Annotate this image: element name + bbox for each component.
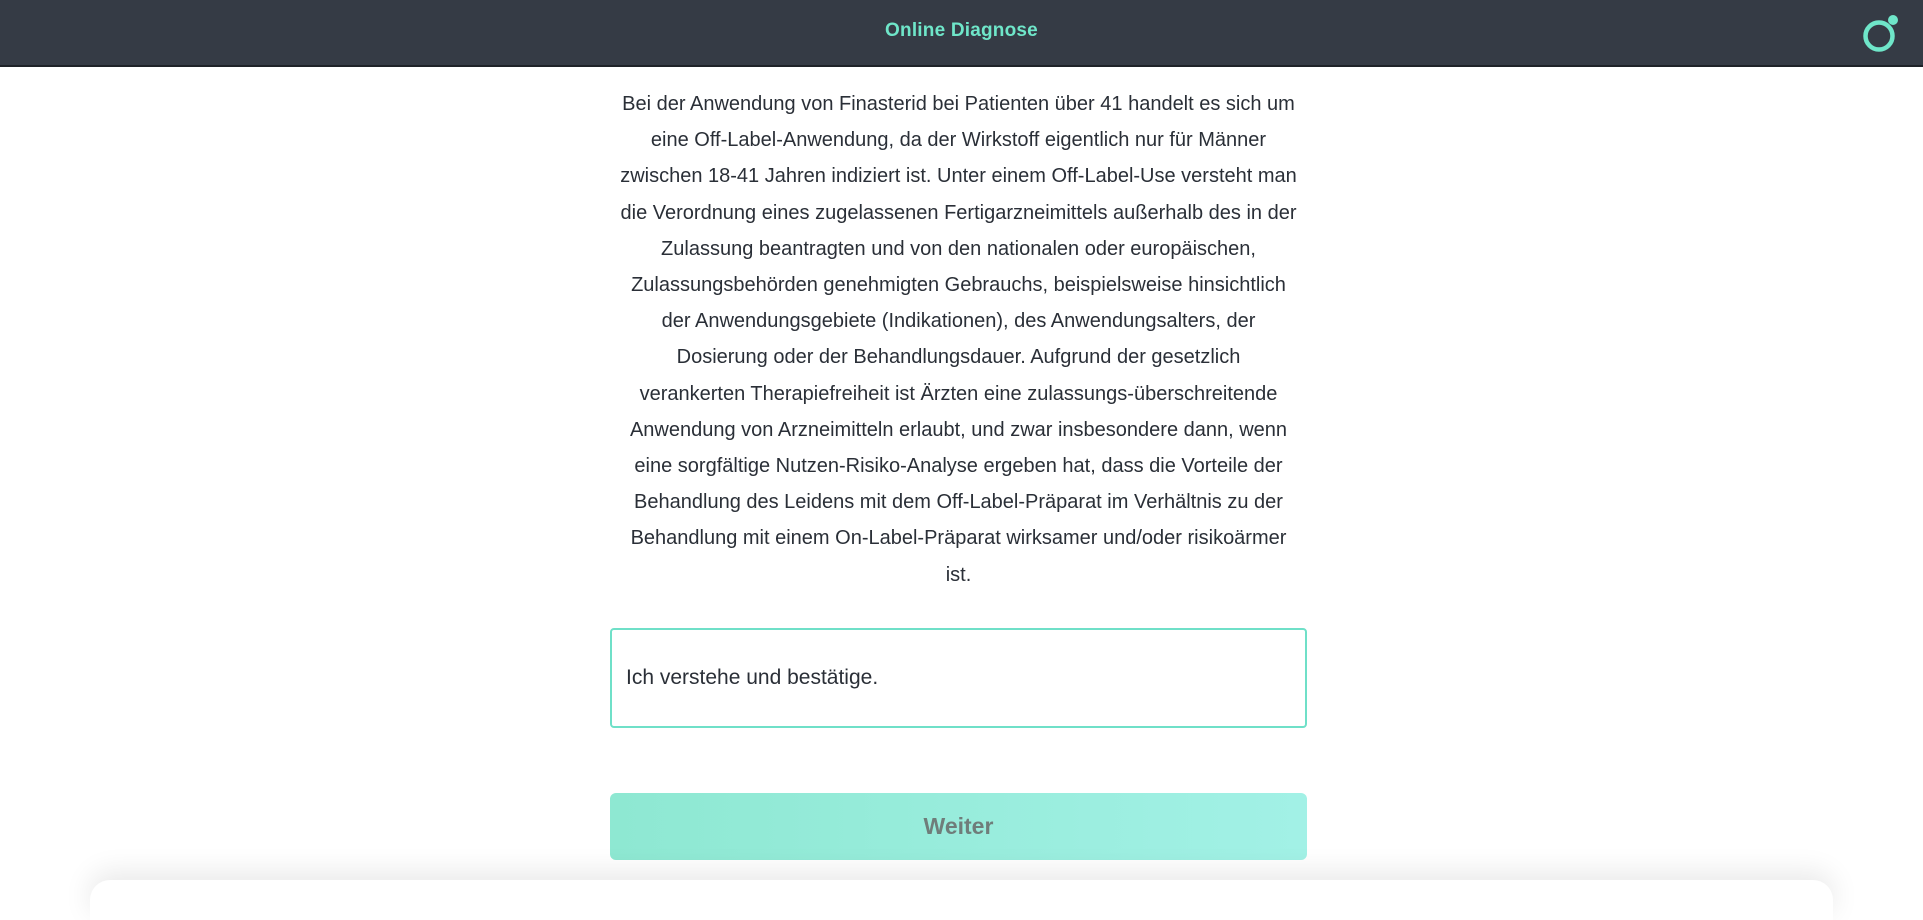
off-label-disclaimer-text (610, 86, 1307, 593)
paragraph-line: eine sorgfältige Nutzen-Risiko-Analyse ergeben hat, dass die Vorteile der (634, 455, 1283, 478)
paragraph-line: Behandlung des Leidens mit dem Off-Label-Präparat im Verhältnis zu der (634, 491, 1283, 514)
ring-dot-logo-icon[interactable] (1861, 13, 1901, 55)
top-header (0, 0, 1923, 67)
paragraph-line: eine Off-Label-Anwendung, da der Wirkstoff eigentlich nur für Männer (650, 129, 1267, 152)
header-title: Online Diagnose (885, 20, 1038, 41)
paragraph-line: Zulassungsbehörden genehmigten Gebrauchs, beispielsweise hinsichtlich (631, 274, 1286, 297)
bottom-panel-edge (90, 880, 1833, 920)
paragraph-line: zwischen 18-41 Jahren indiziert ist. Unter einem Off-Label-Use versteht man (620, 165, 1297, 188)
confirm-option-label: Ich verstehe und bestätige. (626, 666, 879, 689)
paragraph-line: Behandlung mit einem On-Label-Präparat wirksamer und/oder risikoärmer (630, 527, 1287, 550)
paragraph-line: der Anwendungsgebiete (Indikationen), des Anwendungsalters, der (661, 310, 1256, 333)
paragraph-line: Dosierung oder der Behandlungsdauer. Aufgrund der gesetzlich (676, 346, 1241, 369)
paragraph-line: Anwendung von Arzneimitteln erlaubt, und zwar insbesondere dann, wenn (629, 418, 1288, 441)
paragraph-line: verankerten Therapiefreiheit ist Ärzten eine zulassungs-überschreitende (639, 382, 1278, 405)
next-button[interactable]: Weiter (610, 793, 1307, 860)
paragraph-line: Bei der Anwendung von Finasterid bei Patienten über 41 handelt es sich um (622, 93, 1295, 115)
paragraph-line: Zulassung beantragten und von den nationalen oder europäischen, (661, 237, 1256, 260)
paragraph-line: die Verordnung eines zugelassenen Fertigarzneimittels außerhalb des in der (620, 201, 1297, 224)
disclaimer-content (610, 86, 1307, 593)
confirm-option[interactable] (610, 628, 1307, 728)
paragraph-line: ist. (945, 563, 972, 586)
